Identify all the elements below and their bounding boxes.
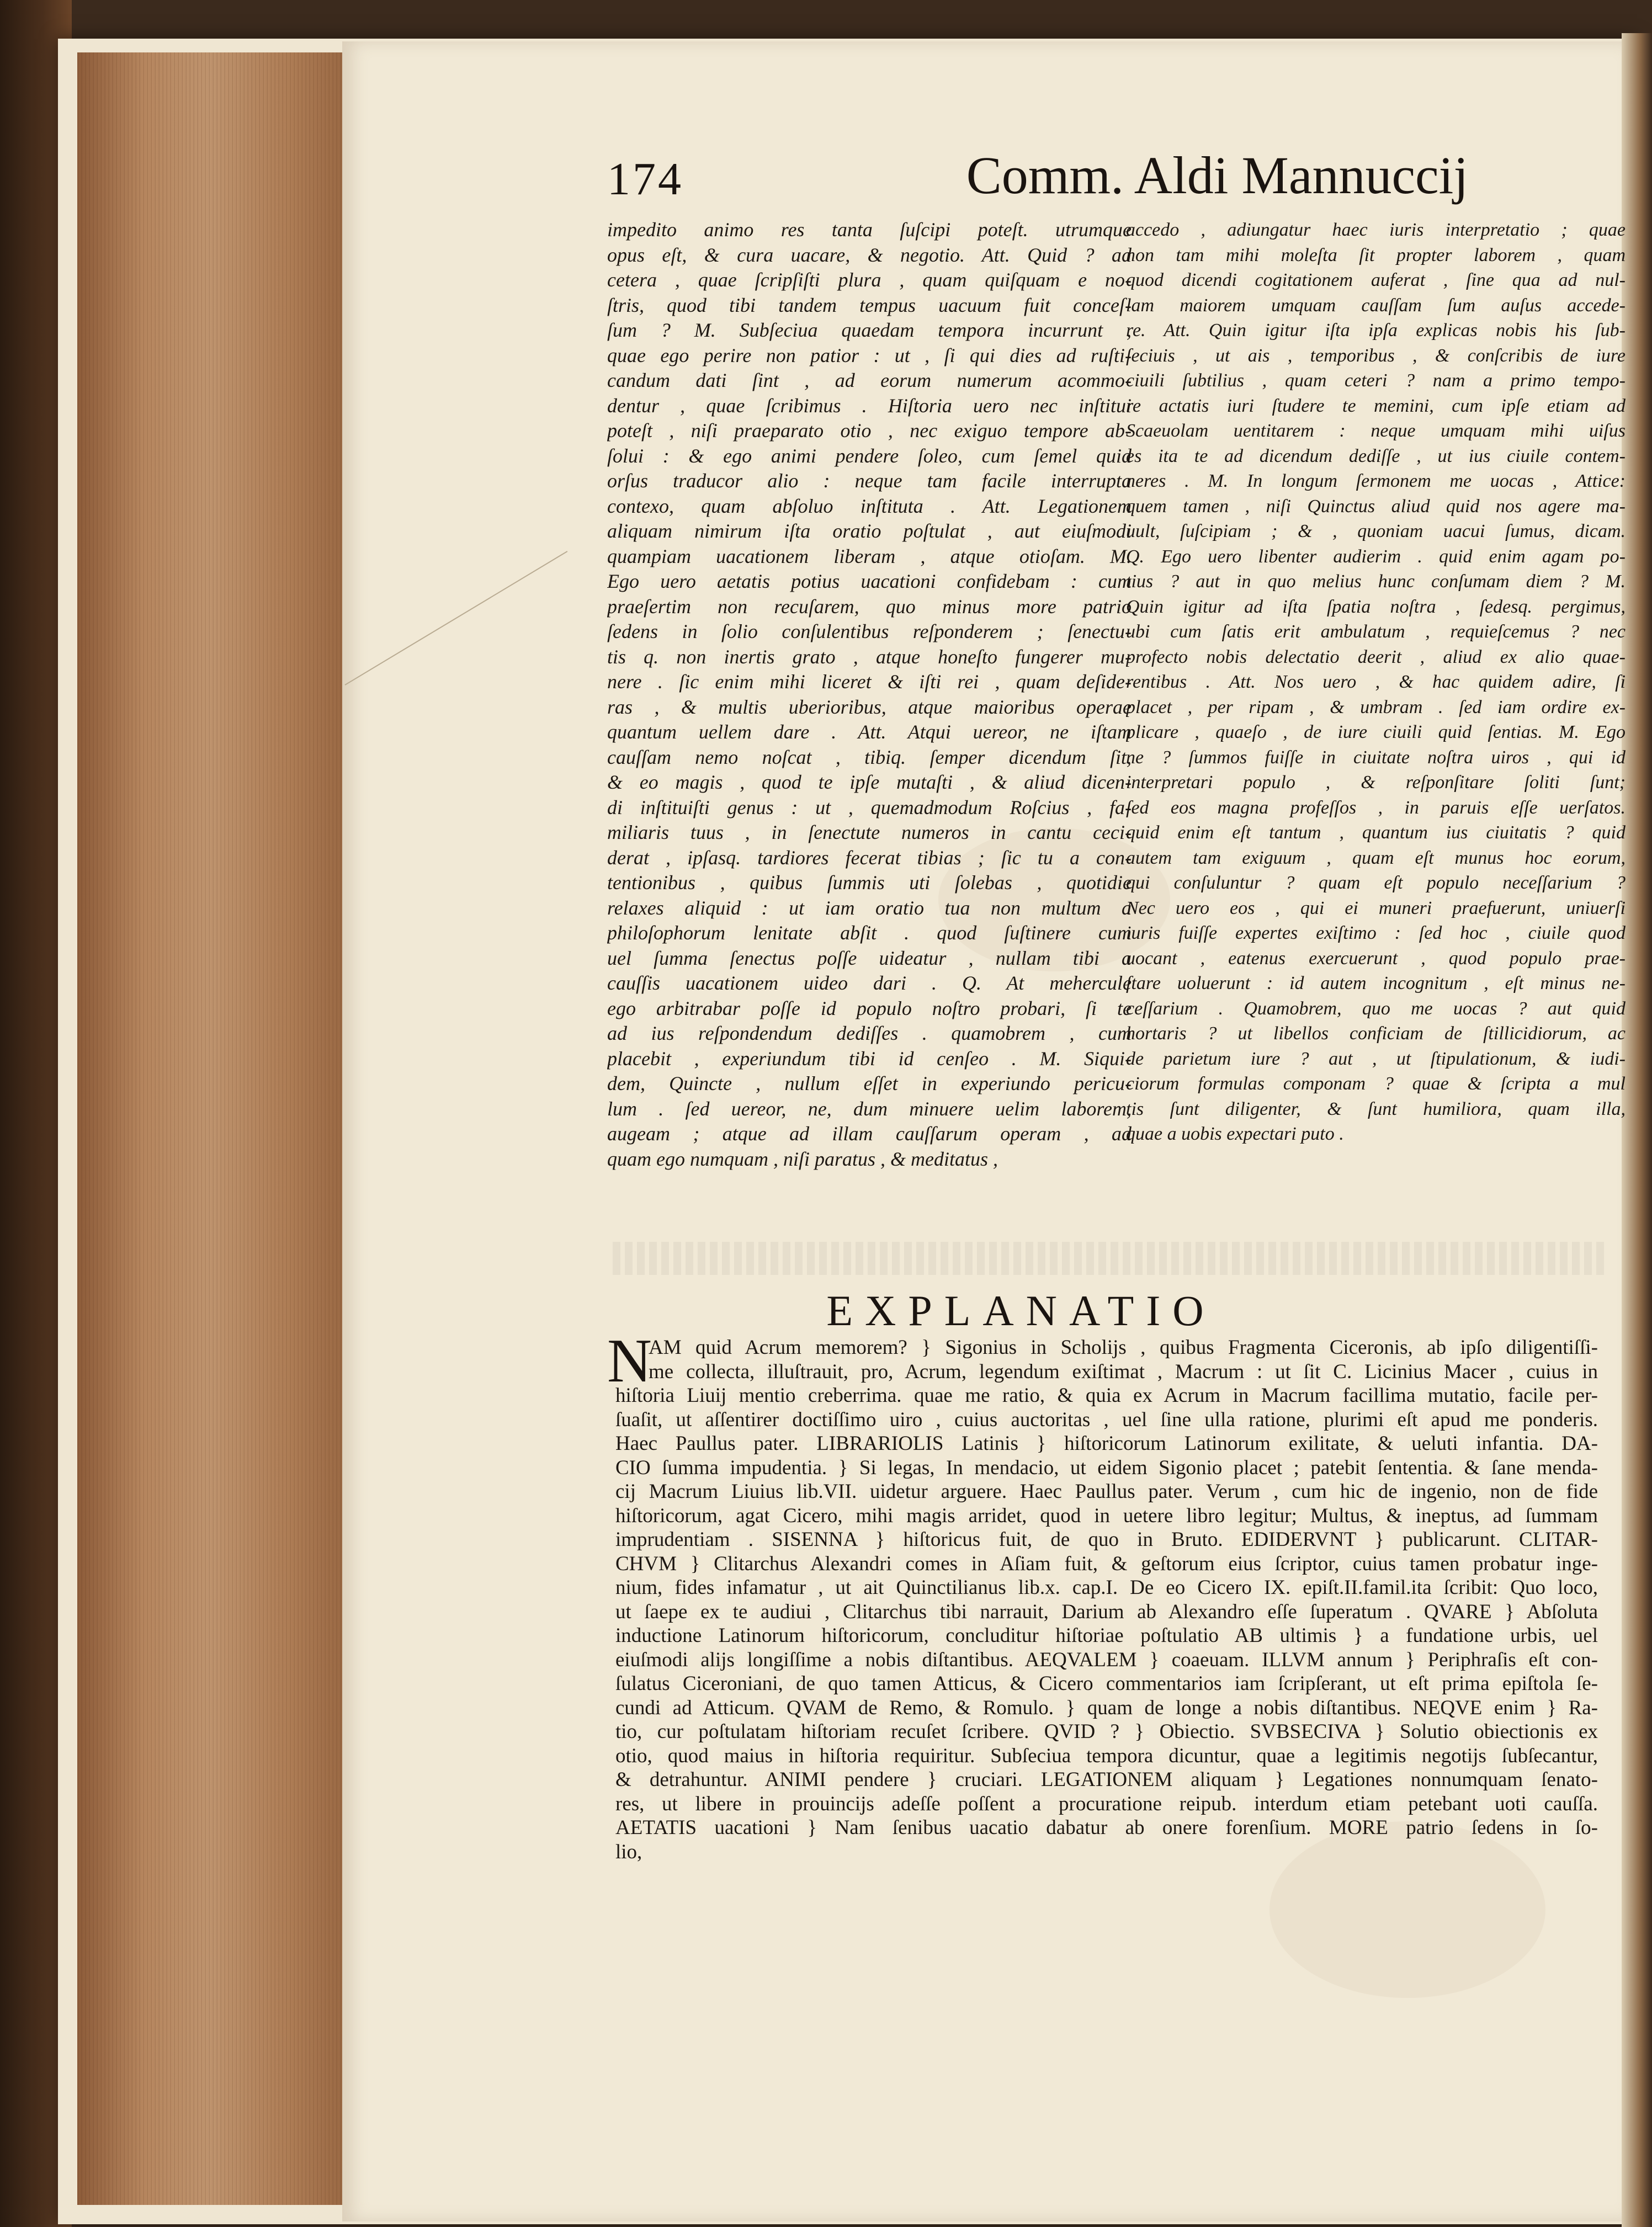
commentary-line: & detrahuntur. ANIMI pendere } cruciari. LEGATIONEM aliquam } Legationes nonnumquam ſenato- — [615, 1768, 1598, 1791]
text-line: uocant , eatenus exercuerunt , quod populo prae- — [1126, 948, 1626, 969]
text-line: interpretari populo , & reſponſitare ſoliti ſunt; — [1126, 772, 1626, 793]
text-line: tentionibus , quibus ſummis uti ſolebas , quotidie — [607, 871, 1132, 894]
text-line: ſedens in ſolio conſulentibus reſponderem ; ſenectu- — [607, 620, 1132, 642]
page-edges — [77, 52, 342, 2205]
commentary-line: CHVM } Clitarchus Alexandri comes in Aſiam fuit, & geſtorum eius ſcriptor, cuius tamen probatur inge- — [615, 1552, 1598, 1575]
text-line: ceſſarium . Quamobrem, quo me uocas ? aut quid — [1126, 998, 1626, 1019]
text-line: placet , per ripam , & umbram . ſed iam ordire ex- — [1126, 697, 1626, 717]
page-number: 174 — [607, 153, 683, 205]
text-line: quid enim eſt tantum , quantum ius ciuitatis ? quid — [1126, 822, 1626, 843]
commentary-line: cij Macrum Liuius lib.VII. uidetur arguere. Haec Paullus pater. Verum , cum hic de ingenio, non de fide — [615, 1480, 1598, 1503]
text-line: quantum uellem dare . Att. Atqui uereor, ne iſtam — [607, 721, 1132, 743]
text-line: tius ? aut in quo melius hunc conſumam diem ? M. — [1126, 571, 1626, 592]
text-line: re. Att. Quin igitur iſta ipſa explicas nobis his ſub- — [1126, 320, 1626, 341]
commentary-line: AM quid Acrum memorem? } Sigonius in Scholijs , quibus Fragmenta Ciceronis, ab ipſo diligentiſſi- — [649, 1336, 1598, 1359]
text-line: Ego uero aetatis potius uacationi confidebam : cum — [607, 570, 1132, 592]
text-line: & eo magis , quod te ipſe mutaſti , & aliud dicen- — [607, 771, 1132, 793]
text-line: quam ego numquam , niſi paratus , & meditatus , — [607, 1147, 998, 1170]
text-line: qui conſuluntur ? quam eſt populo neceſſarium ? — [1126, 873, 1626, 893]
commentary-line: Haec Paullus pater. LIBRARIOLIS Latinis } hiſtoricorum Latinorum exilitate, & ueluti infantia. DA- — [615, 1432, 1598, 1455]
text-line: candum dati ſint , ad eorum numerum acommo- — [607, 369, 1132, 391]
text-line: nere . ſic enim mihi liceret & iſti rei , quam deſide- — [607, 671, 1132, 693]
commentary-line: lio, — [615, 1840, 642, 1863]
text-line: hortaris ? ut libellos conficiam de ſtillicidiorum, ac — [1126, 1023, 1626, 1044]
text-line: profecto nobis delectatio deerit , aliud ex alio quae- — [1126, 646, 1626, 667]
commentary-line: ſulatus Ciceroniani, de quo tamen Atticus, & Cicero commentarios iam ſcripſerant, ut eſt prima epiſtola ſe- — [615, 1672, 1598, 1695]
text-line: Nec uero eos , qui ei muneri praefuerunt, uniuerſi — [1126, 897, 1626, 918]
text-line: ſeciuis , ut ais , temporibus , & conſcribis de iure — [1126, 345, 1626, 366]
text-line: miliaris tuus , in ſenectute numeros in cantu ceci- — [607, 821, 1132, 843]
commentary-line: eiuſmodi alijs longiſſime a nobis diſtantibus. AEQVALEM } coaeuam. ILLVM annum } Periphraſis eſt con- — [615, 1648, 1598, 1671]
text-line: cauſſis uacationem uideo dari . Q. At mehercule — [607, 972, 1132, 994]
section-heading: EXPLANATIO — [826, 1287, 1216, 1335]
commentary-line: ut ſaepe ex te audiui , Clitarchus tibi narrauit, Darium ab Alexandro eſſe ſuperatum . QVARE } Abſoluta — [615, 1600, 1598, 1623]
text-line: praeſertim non recuſarem, quo minus more patrio — [607, 595, 1132, 618]
text-line: orſus traducor alio : neque tam facile interrupta — [607, 470, 1132, 492]
running-header — [607, 145, 1468, 216]
text-line: iuris fuiſſe expertes exiſtimo : ſed hoc , ciuile quod — [1126, 923, 1626, 943]
text-line: plicare , quaeſo , de iure ciuili quid ſentias. M. Ego — [1126, 722, 1626, 742]
text-line: ciorum formulas componam ? quae & ſcripta a mul — [1126, 1073, 1626, 1094]
commentary-line: me collecta, illuſtrauit, pro, Acrum, legendum exiſtimat , Macrum : ut ſit C. Licinius Macer , cuius in — [649, 1360, 1598, 1383]
text-line: accedo , adiungatur haec iuris interpretatio ; quae — [1126, 220, 1626, 240]
commentary-line: inductione Latinorum hiſtoricorum, concluditur hiſtoriae poſtulatio AB ultimis } a fundatione urbis, uel — [615, 1624, 1598, 1647]
facing-page-edge — [1622, 33, 1652, 2227]
text-line: philoſophorum lenitate abſit . quod ſuſtinere cum — [607, 922, 1132, 944]
text-line: placebit , experiundum tibi id cenſeo . M. Siqui- — [607, 1047, 1132, 1070]
text-line: ne ? ſummos fuiſſe in ciuitate noſtra uiros , qui id — [1126, 747, 1626, 768]
running-title: Comm. Aldi Mannuccij — [966, 146, 1468, 205]
commentary-line: AETATIS uacationi } Nam ſenibus uacatio dabatur ab onere forenſium. MORE patrio ſedens in ſo- — [615, 1816, 1598, 1839]
text-column-left — [607, 217, 1132, 1172]
text-line: non tam mihi moleſta ſit propter laborem , quam — [1126, 245, 1626, 265]
text-line: tis ſunt diligenter, & ſunt humiliora, quam illa, — [1126, 1098, 1626, 1119]
text-line: ſtare uoluerunt : id autem incognitum , eſt minus ne- — [1126, 973, 1626, 993]
text-line: quampiam uacationem liberam , atque otioſam. M. — [607, 545, 1132, 567]
text-line: relaxes aliquid : ut iam oratio tua non multum a — [607, 896, 1132, 919]
text-line: opus eſt, & cura uacare, & negotio. Att. Quid ? ad — [607, 243, 1132, 266]
text-line: contexo, quam abſoluo inſtituta . Att. Legationem — [607, 495, 1132, 517]
text-line: tis q. non inertis grato , atque honeſto fungerer mu- — [607, 645, 1132, 668]
commentary-line: ſuaſit, ut aſſentirer doctiſſimo uiro , cuius auctoritas , uel ſine ulla ratione, plurimi eſt apud me ponderis. — [615, 1408, 1598, 1431]
commentary-block — [615, 1336, 1598, 1864]
text-line: ciuili ſubtilius , quam ceteri ? nam a primo tempo- — [1126, 370, 1626, 391]
text-line: rentibus . Att. Nos uero , & hac quidem adire, ſi — [1126, 672, 1626, 692]
text-line: ſum ? M. Subſeciua quaedam tempora incurrunt , — [607, 319, 1132, 341]
text-line: poteſt , niſi praeparato otio , nec exiguo tempore ab- — [607, 419, 1132, 442]
text-line: dentur , quae ſcribimus . Hiſtoria uero nec inſtitui — [607, 394, 1132, 417]
commentary-line: hiſtoria Liuij mentio creberrima. quae me ratio, & quia ex Acrum in Macrum facillima mutatio, facile per- — [615, 1384, 1598, 1407]
text-line: re actatis iuri ſtudere te memini, cum ipſe etiam ad — [1126, 395, 1626, 416]
drop-cap: N — [607, 1327, 652, 1395]
show-through — [613, 1242, 1606, 1275]
text-line: quae ego perire non patior : ut , ſi qui dies ad ruſti- — [607, 344, 1132, 366]
text-line: quod dicendi cogitationem auferat , ſine qua ad nul- — [1126, 270, 1626, 290]
text-column-right — [1126, 217, 1626, 1147]
text-line: ego arbitrabar poſſe id populo noſtro probari, ſi te — [607, 997, 1132, 1019]
text-line: aliquam nimirum iſta oratio poſtulat , aut eiuſmodi — [607, 520, 1132, 542]
text-line: derat , ipſasq. tardiores fecerat tibias ; ſic tu a con- — [607, 846, 1132, 869]
text-line: di inſtituiſti genus : ut , quemadmodum Roſcius , fa- — [607, 796, 1132, 818]
text-line: uult, ſuſcipiam ; & , quoniam uacui ſumus, dicam. — [1126, 521, 1626, 541]
text-line: Q. Ego uero libenter audierim . quid enim agam po- — [1126, 546, 1626, 567]
text-line: impedito animo res tanta ſuſcipi poteſt. utrumque — [607, 219, 1132, 241]
text-line: Quin igitur ad iſta ſpatia noſtra , ſedesq. pergimus, — [1126, 596, 1626, 617]
commentary-line: hiſtoricorum, agat Cicero, mihi magis arridet, quod in uetere libro legitur; Multus, & ineptus, ad ſummam — [615, 1504, 1598, 1527]
commentary-line: CIO ſumma impudentia. } Si legas, In mendacio, ut eidem Sigonio placet ; patebit ſententia. & ſane menda- — [615, 1456, 1598, 1479]
commentary-line: cundi ad Atticum. QVAM de Remo, & Romulo. } quam de longe a nobis diſtantibus. NEQVE enim } Ra- — [615, 1696, 1598, 1719]
text-line: ubi cum ſatis erit ambulatum , requieſcemus ? nec — [1126, 621, 1626, 642]
text-line: ras , & multis uberioribus, atque maioribus operae — [607, 695, 1132, 718]
text-line: ſed eos magna profeſſos , in paruis eſſe uerſatos. — [1126, 797, 1626, 818]
text-line: es ita te ad dicendum dediſſe , ut ius ciuile contem- — [1126, 445, 1626, 466]
text-line: augeam ; atque ad illam cauſſarum operam , ad — [607, 1123, 1132, 1145]
text-line: autem tam exiguum , quam eſt munus hoc eorum, — [1126, 847, 1626, 868]
text-line: quae a uobis expectari puto . — [1126, 1124, 1344, 1144]
commentary-line: otio, quod maius in hiſtoria requiritur. Subſeciua tempora dicuntur, quae a legitimis negotijs ſubſecantur, — [615, 1744, 1598, 1767]
text-line: quem tamen , niſi Quinctus aliud quid nos agere ma- — [1126, 496, 1626, 517]
commentary-line: tio, cur poſtulatam hiſtoriam recuſet ſcribere. QVID ? } Obiectio. SVBSECIVA } Solutio obiectionis ex — [615, 1720, 1598, 1743]
text-line: ad ius reſpondendum dediſſes . quamobrem , cum — [607, 1022, 1132, 1044]
commentary-line: res, ut libere in prouincijs adeſſe poſſent a procuratione reipub. interdum etiam petebant uoti cauſſa. — [615, 1792, 1598, 1815]
text-line: lum . ſed uereor, ne, dum minuere uelim laborem, — [607, 1097, 1132, 1120]
text-line: cetera , quae ſcripſiſti plura , quam quiſquam e no- — [607, 269, 1132, 291]
text-line: ſolui : & ego animi pendere ſoleo, cum ſemel quid — [607, 444, 1132, 467]
text-line: ſtris, quod tibi tandem tempus uacuum fuit conceſ- — [607, 294, 1132, 316]
commentary-line: imprudentiam . SISENNA } hiſtoricus fuit, de quo in Bruto. EDIDERVNT } publicarunt. CLITAR- — [615, 1528, 1598, 1551]
commentary-line: nium, fides infamatur , ut ait Quinctilianus lib.x. cap.I. De eo Cicero IX. epiſt.II.famil.ita ſcribit: Quo loco, — [615, 1576, 1598, 1599]
text-line: uel ſumma ſenectus poſſe uideatur , nullam tibi a — [607, 947, 1132, 969]
text-line: cauſſam nemo noſcat , tibiq. ſemper dicendum ſit, — [607, 746, 1132, 768]
text-line: de parietum iure ? aut , ut ſtipulationum, & iudi- — [1126, 1048, 1626, 1069]
text-line: lam maiorem umquam cauſſam ſum auſus accede- — [1126, 295, 1626, 316]
text-line: Scaeuolam uentitarem : neque umquam mihi uiſus — [1126, 421, 1626, 441]
text-line: neres . M. In longum ſermonem me uocas , Attice: — [1126, 471, 1626, 491]
text-line: dem, Quincte , nullum eſſet in experiundo pericu- — [607, 1072, 1132, 1094]
